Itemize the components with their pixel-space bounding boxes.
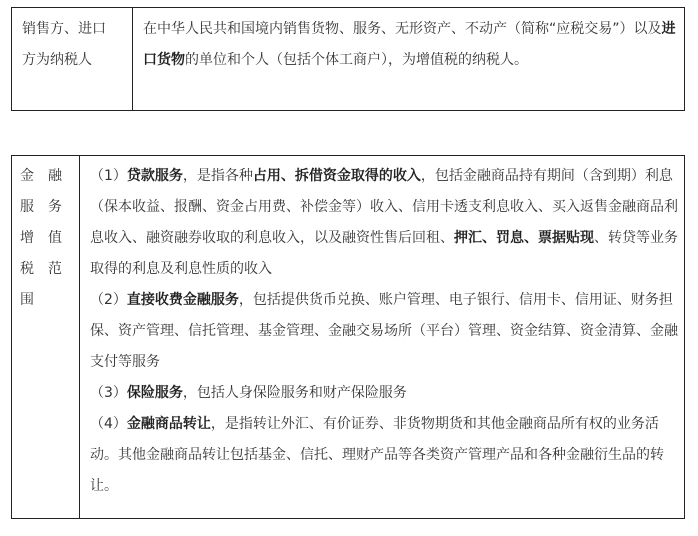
bold-text-segment: 保险服务 — [126, 385, 183, 401]
financial-services-vat-table — [11, 155, 685, 519]
bold-text-segment: 占用、拆借资金取得的收入 — [252, 168, 421, 184]
financial-label-line-5: 围 — [20, 292, 48, 308]
financial-services-label-cell — [12, 156, 80, 519]
table-row — [12, 8, 685, 111]
financial-label-line-3: 增值 — [20, 230, 76, 246]
taxpayer-label-line-2: 方为纳税人 — [22, 52, 92, 68]
bold-text-segment: 贷款服务 — [126, 168, 183, 184]
bold-text-segment: 进口货物 — [143, 21, 676, 68]
text-segment: （3） — [90, 385, 127, 401]
text-segment: ，是指各种 — [182, 168, 253, 184]
text-segment: （2） — [90, 292, 127, 308]
taxpayer-definition-text — [143, 14, 676, 76]
taxpayer-definition-cell — [133, 8, 685, 111]
text-segment: ，包括人身保险服务和财产保险服务 — [182, 385, 407, 401]
text-segment: （1） — [90, 168, 127, 184]
bold-text-segment: 金融商品转让 — [126, 416, 211, 432]
financial-label-line-1: 金融 — [20, 168, 76, 184]
financial-label-line-4: 税范 — [20, 261, 76, 277]
text-segment: （4） — [90, 416, 127, 432]
taxpayer-table — [11, 7, 685, 111]
text-segment: 的单位和个人（包括个体工商户），为增值税的纳税人。 — [185, 52, 528, 68]
bold-text-segment: 直接收费金融服务 — [126, 292, 239, 308]
text-segment: ，包括提供货币兑换、账户管理、电子银行、信用卡、信用证、财务担保、资产管理、信托管理、基金管理、金融交易场所（平台）管理、资金结算、资金清算、金融支付等服务 — [90, 292, 678, 370]
text-segment: ，是指转让外汇、有价证券、非货物期货和其他金融商品所有权的业务活动。其他金融商品转让包括基金、信托、理财产品等各类资产管理产品和各种金融衍生品的转让。 — [90, 416, 664, 494]
text-segment: 在中华人民共和国境内销售货物、服务、无形资产、不动产（简称“应税交易”）以及 — [143, 21, 662, 37]
text-segment: ，包括金融商品持有期间（含到期）利息（保本收益、报酬、资金占用费、补偿金等）收入、信用卡透支利息收入、买入返售金融商品利息收入、融资融券收取的利息收入，以及融资性售后回租、 — [90, 168, 678, 246]
loan-services-paragraph — [90, 161, 678, 285]
text-segment: 、转贷等业务取得的利息及利息性质的收入 — [90, 230, 678, 277]
insurance-services-paragraph — [90, 378, 678, 409]
table-row — [12, 156, 685, 519]
direct-fee-services-paragraph — [90, 285, 678, 378]
financial-label-line-2: 服务 — [20, 199, 76, 215]
financial-services-content-cell — [80, 156, 685, 519]
taxpayer-label-line-1: 销售方、进口 — [22, 21, 106, 37]
taxpayer-label-cell — [12, 8, 133, 111]
financial-product-transfer-paragraph — [90, 409, 678, 502]
bold-text-segment: 押汇、罚息、票据贴现 — [454, 230, 594, 246]
